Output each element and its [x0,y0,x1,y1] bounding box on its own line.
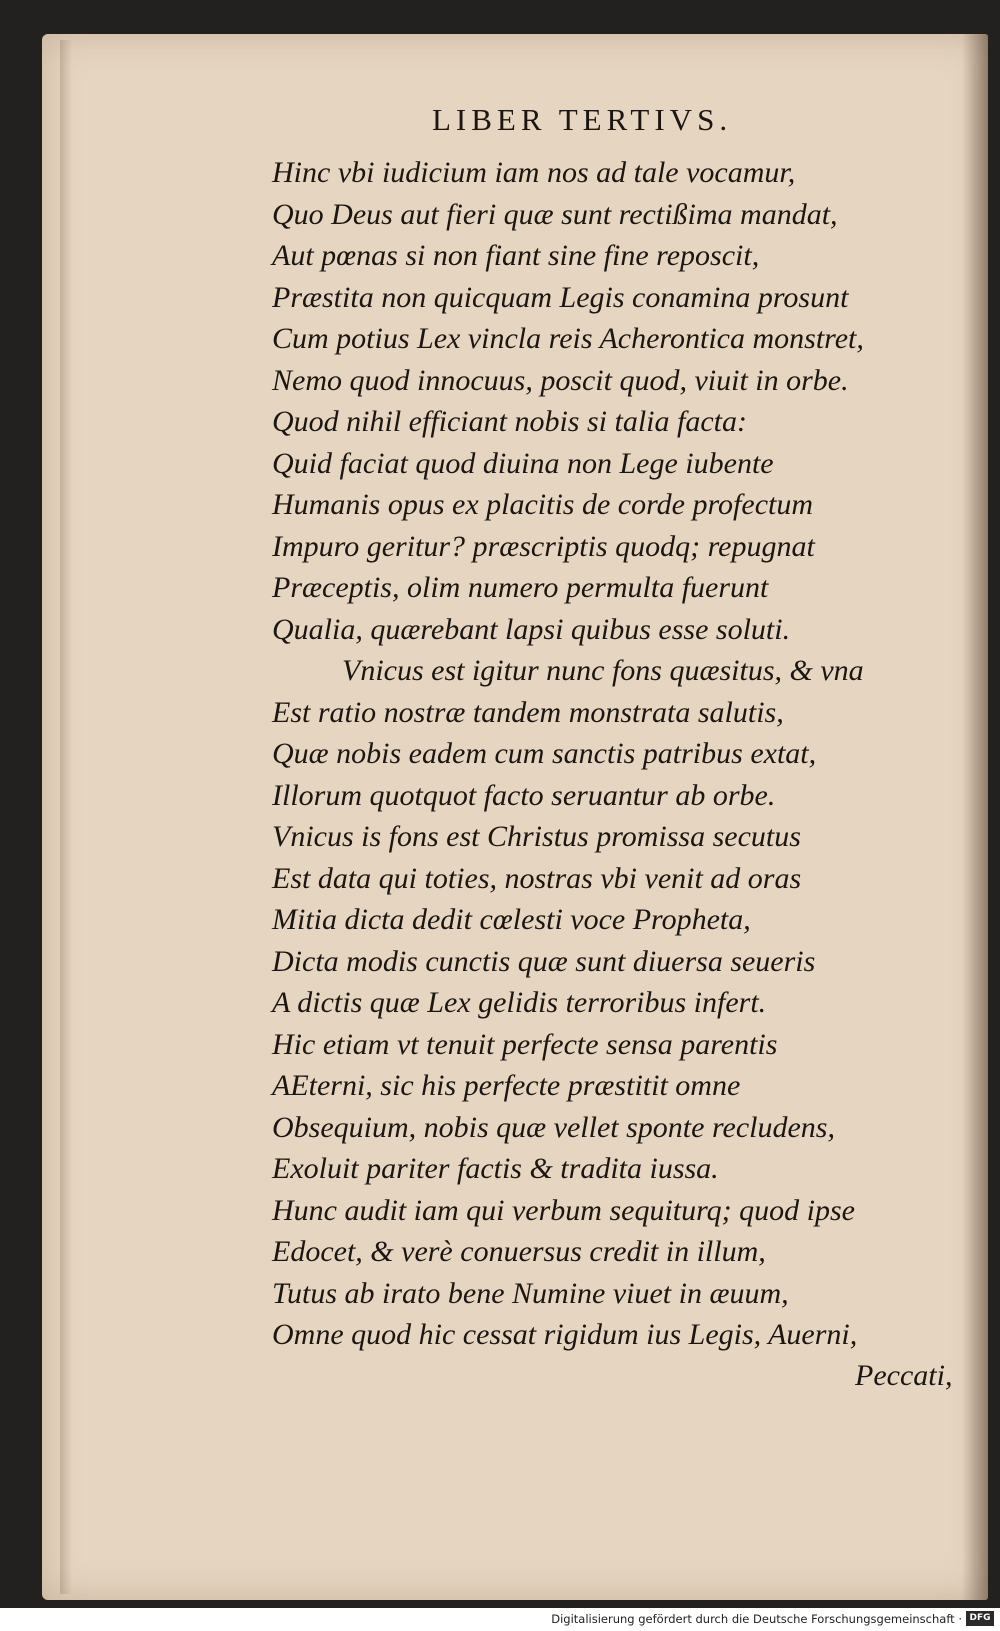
catchword: Peccati, [855,1359,953,1392]
verse-line: Qualia, quærebant lapsi quibus esse soluti. [272,612,791,646]
verse-line: Quod nihil efficiant nobis si talia facta: [272,405,747,438]
verse-line: Est data qui toties, nostras vbi venit ad oras [272,861,802,895]
verse-line: Humanis opus ex placitis de corde profectum [272,488,814,521]
verse-line: Vnicus est igitur nunc fons quæsitus, & vna [342,654,864,687]
verse-line: Impuro geritur? præscriptis quodq; repugnat [272,529,815,563]
verse-line: Præstita non quicquam Legis conamina prosunt [272,280,849,314]
page-gutter-shade [60,40,72,1594]
verse-line: Edocet, & verè conuersus credit in illum, [272,1235,766,1268]
verse-line: Nemo quod innocuus, poscit quod, viuit in orbe. [272,363,849,397]
verse-line: Illorum quotquot facto seruantur ab orbe. [272,778,776,812]
verse-line: Hunc audit iam qui verbum sequiturq; quod ipse [272,1193,855,1227]
verse-line: Præceptis, olim numero permulta fuerunt [272,571,769,604]
verse-line: Quid faciat quod diuina non Lege iubente [272,446,774,480]
verse-line: Dicta modis cunctis quæ sunt diuersa seueris [272,944,816,978]
verse-line: A dictis quæ Lex gelidis terroribus infert. [272,986,767,1019]
verse-line: Est ratio nostræ tandem monstrata salutis, [272,695,784,729]
verse-line: Obsequium, nobis quæ vellet sponte recludens, [272,1110,835,1144]
verse-line: Exoluit pariter factis & tradita iussa. [272,1152,719,1185]
verse-line: Aut pœnas si non fiant sine fine reposcit, [272,239,760,272]
running-head: LIBER TERTIVS. [432,102,733,137]
verse-line: Mitia dicta dedit cœlesti voce Propheta, [272,903,751,936]
verse-line: Hic etiam vt tenuit perfecte sensa parentis [272,1027,778,1061]
verse-line: Vnicus is fons est Christus promissa secutus [272,820,801,853]
verse-line: Cum potius Lex vincla reis Acherontica monstret, [272,322,864,355]
verse-line: Quæ nobis eadem cum sanctis patribus extat, [272,737,817,770]
verse-line: Hinc vbi iudicium iam nos ad tale vocamur, [272,156,796,189]
dfg-logo-icon: DFG [966,1611,994,1626]
verse-line: AEterni, sic his perfecte præstitit omne [272,1069,741,1102]
digitization-footer [0,1608,1000,1631]
verse-line: Tutus ab irato bene Numine viuet in æuum, [272,1276,789,1310]
footer-credit: Digitalisierung gefördert durch die Deutsche Forschungsgemeinschaft · [551,1612,962,1626]
verse-line: Quo Deus aut fieri quæ sunt rectißima mandat, [272,197,838,231]
verse-line: Omne quod hic cessat rigidum ius Legis, Auerni, [272,1318,858,1351]
verse-block [272,152,982,1356]
